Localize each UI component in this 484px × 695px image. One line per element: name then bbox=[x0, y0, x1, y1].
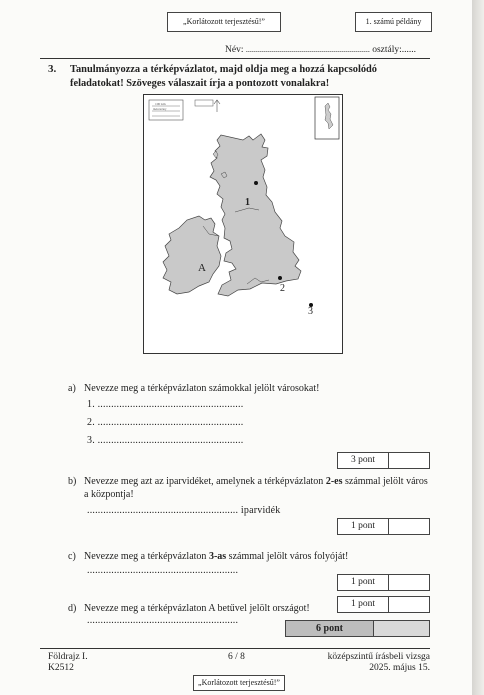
name-label: Név: bbox=[225, 45, 244, 55]
score-field-a[interactable] bbox=[389, 453, 429, 468]
british-isles-map bbox=[143, 94, 343, 354]
footer-code: K2512 bbox=[48, 663, 74, 673]
points-label-b: 1 pont bbox=[338, 519, 389, 534]
map-label-2: 2 bbox=[280, 283, 285, 294]
total-points-box bbox=[285, 620, 430, 637]
subq-b-text-2: számmal jelölt város a központja! bbox=[84, 476, 428, 500]
points-box-a bbox=[337, 452, 430, 469]
answer-num-2: 2. bbox=[87, 417, 95, 428]
subq-a-letter: a) bbox=[68, 383, 76, 394]
subq-b-bold: 2-es bbox=[325, 476, 343, 487]
points-label-c: 1 pont bbox=[338, 575, 389, 590]
subq-c-bold: 3-as bbox=[208, 551, 227, 562]
question-number: 3. bbox=[48, 63, 57, 75]
name-line bbox=[225, 45, 430, 55]
footer-left bbox=[48, 652, 88, 674]
restricted-text: „Korlátozott terjesztésű!” bbox=[183, 17, 265, 26]
total-score-field[interactable] bbox=[374, 621, 429, 636]
answer-dots-2[interactable]: ...................................................... bbox=[97, 417, 244, 428]
city-dot-2 bbox=[278, 276, 282, 280]
score-field-b[interactable] bbox=[389, 519, 429, 534]
subq-c-letter: c) bbox=[68, 551, 76, 562]
restricted-label-top bbox=[167, 12, 281, 32]
subq-b-text bbox=[84, 475, 432, 501]
answer-line-c[interactable] bbox=[87, 565, 238, 576]
copy-number-text: 1. számú példány bbox=[365, 17, 422, 26]
answer-line-a2[interactable] bbox=[87, 417, 243, 428]
subq-c-text-1: Nevezze meg a térképvázlaton bbox=[84, 551, 209, 562]
points-label-a: 3 pont bbox=[338, 453, 389, 468]
map-sketch bbox=[143, 94, 343, 354]
page-edge bbox=[472, 0, 484, 695]
footer-right bbox=[315, 652, 430, 674]
points-label-d: 1 pont bbox=[338, 597, 389, 612]
city-dot-1 bbox=[254, 181, 258, 185]
header-rule bbox=[40, 58, 430, 59]
answer-line-a3[interactable] bbox=[87, 435, 243, 446]
restricted-label-bottom bbox=[193, 675, 285, 691]
answer-num-1: 1. bbox=[87, 399, 95, 410]
footer-exam: középszintű írásbeli vizsga bbox=[327, 652, 430, 662]
map-scale-label: 100 km bbox=[155, 102, 166, 106]
subq-b-text-1: Nevezze meg azt az iparvidéket, amelynek a térképvázlaton bbox=[84, 476, 326, 487]
answer-num-3: 3. bbox=[87, 435, 95, 446]
answer-line-b[interactable] bbox=[87, 505, 280, 516]
map-label-1: 1 bbox=[245, 197, 250, 208]
footer-subject: Földrajz I. bbox=[48, 652, 88, 662]
name-dots[interactable]: .............................................................. bbox=[245, 45, 370, 54]
answer-dots-1[interactable]: ...................................................... bbox=[97, 399, 244, 410]
footer-rule bbox=[40, 648, 430, 649]
class-label: osztály:...... bbox=[372, 45, 417, 55]
copy-number-box bbox=[355, 12, 432, 32]
subq-d-letter: d) bbox=[68, 603, 77, 614]
map-label-3: 3 bbox=[308, 306, 313, 317]
subq-a-text: Nevezze meg a térképvázlaton számokkal jelölt városokat! bbox=[84, 383, 320, 394]
answer-suffix-b: iparvidék bbox=[240, 505, 281, 516]
score-field-d[interactable] bbox=[389, 597, 429, 612]
score-field-c[interactable] bbox=[389, 575, 429, 590]
map-scale-caption: méretarány bbox=[153, 107, 167, 111]
question-text: Tanulmányozza a térképvázlatot, majd oldja meg a hozzá kapcsolódó feladatokat! Szöveges válaszait írja a pontozott vonalakra! bbox=[70, 64, 377, 89]
answer-line-a1[interactable] bbox=[87, 399, 243, 410]
answer-dots-b[interactable]: ........................................................ bbox=[87, 505, 239, 516]
points-box-b bbox=[337, 518, 430, 535]
points-box-c bbox=[337, 574, 430, 591]
answer-dots-3[interactable]: ...................................................... bbox=[97, 435, 244, 446]
map-label-a: A bbox=[198, 262, 206, 274]
subq-b-letter: b) bbox=[68, 476, 77, 487]
footer-date: 2025. május 15. bbox=[369, 663, 430, 673]
footer-page-number: 6 / 8 bbox=[228, 652, 245, 662]
restricted-text-bottom: „Korlátozott terjesztésű!” bbox=[198, 678, 280, 687]
answer-dots-c[interactable]: ........................................................ bbox=[87, 565, 239, 576]
subq-d-text: Nevezze meg a térképvázlaton A betűvel jelölt országot! bbox=[84, 603, 310, 614]
total-points-label: 6 pont bbox=[286, 621, 374, 636]
points-box-d bbox=[337, 596, 430, 613]
answer-line-d[interactable]: ........................................................ bbox=[87, 615, 239, 626]
subq-c-text-2: számmal jelölt város folyóját! bbox=[226, 551, 349, 562]
subq-c-text bbox=[84, 550, 348, 563]
